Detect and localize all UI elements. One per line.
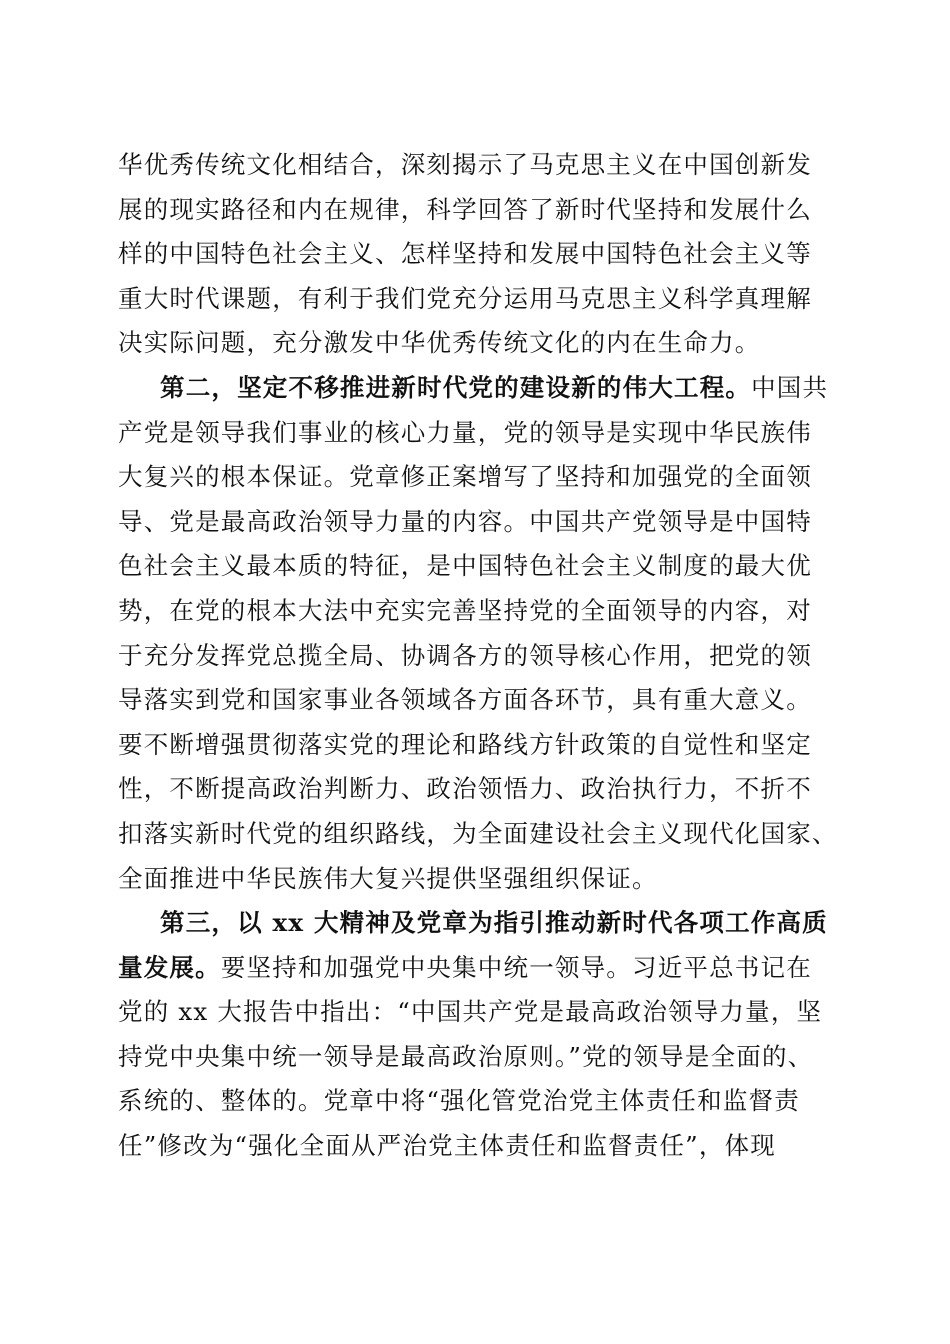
paragraph-heading: 第三，以 xx 大精神及党章为指引推动新时代各项工作高质 — [160, 908, 828, 938]
paragraph-heading-end: 量发展。 — [118, 952, 221, 982]
text-line: 色社会主义最本质的特征，是中国特色社会主义制度的最大优 — [118, 551, 812, 581]
paragraph-heading: 第二，坚定不移推进新时代党的建设新的伟大工程。 — [160, 372, 752, 402]
text-line: 任”修改为“强化全面从严治党主体责任和监督责任”，体现 — [118, 1131, 776, 1161]
text-line: 要不断增强贯彻落实党的理论和路线方针政策的自觉性和坚定 — [118, 729, 812, 759]
paragraph-line — [118, 946, 840, 991]
text-line: 扣落实新时代党的组织路线，为全面建设社会主义现代化国家、 — [118, 818, 838, 848]
document-body — [118, 143, 840, 1169]
text-line: 华优秀传统文化相结合，深刻揭示了马克思主义在中国创新发 — [118, 150, 812, 179]
paragraph-first-line — [118, 366, 840, 411]
text-line: 党的 xx 大报告中指出：“中国共产党是最高政治领导力量，坚 — [118, 997, 823, 1027]
text-line: 持党中央集中统一领导是最高政治原则。”党的领导是全面的、 — [118, 1041, 814, 1071]
text-line: 全面推进中华民族伟大复兴提供坚强组织保证。 — [118, 863, 658, 893]
text-line: 样的中国特色社会主义、怎样坚持和发展中国特色社会主义等 — [118, 239, 812, 269]
text-line: 势，在党的根本大法中充实完善坚持党的全面领导的内容，对 — [118, 595, 812, 625]
text-line: 大复兴的根本保证。党章修正案增写了坚持和加强党的全面领 — [118, 462, 812, 492]
text-line: 导落实到党和国家事业各领域各方面各环节，具有重大意义。 — [118, 685, 812, 715]
text-line: 于充分发挥党总揽全局、协调各方的领导核心作用，把党的领 — [118, 640, 812, 670]
text-segment: 要坚持和加强党中央集中统一领导。习近平总书记在 — [220, 952, 812, 982]
paragraph-2 — [118, 366, 840, 901]
text-line: 系统的、整体的。党章中将“强化管党治党主体责任和监督责 — [118, 1086, 800, 1116]
text-line: 导、党是最高政治领导力量的内容。中国共产党领导是中国特 — [118, 506, 812, 536]
paragraph-3 — [118, 901, 840, 1169]
text-line: 重大时代课题，有利于我们党充分运用马克思主义科学真理解 — [118, 283, 812, 313]
paragraph-1 — [118, 143, 840, 366]
text-line: 决实际问题，充分激发中华优秀传统文化的内在生命力。 — [118, 328, 761, 358]
text-line: 展的现实路径和内在规律，科学回答了新时代坚持和发展什么 — [118, 194, 812, 224]
text-line: 产党是领导我们事业的核心力量，党的领导是实现中华民族伟 — [118, 417, 812, 447]
text-line: 性，不断提高政治判断力、政治领悟力、政治执行力，不折不 — [118, 774, 812, 804]
text-segment: 中国共 — [751, 372, 829, 402]
